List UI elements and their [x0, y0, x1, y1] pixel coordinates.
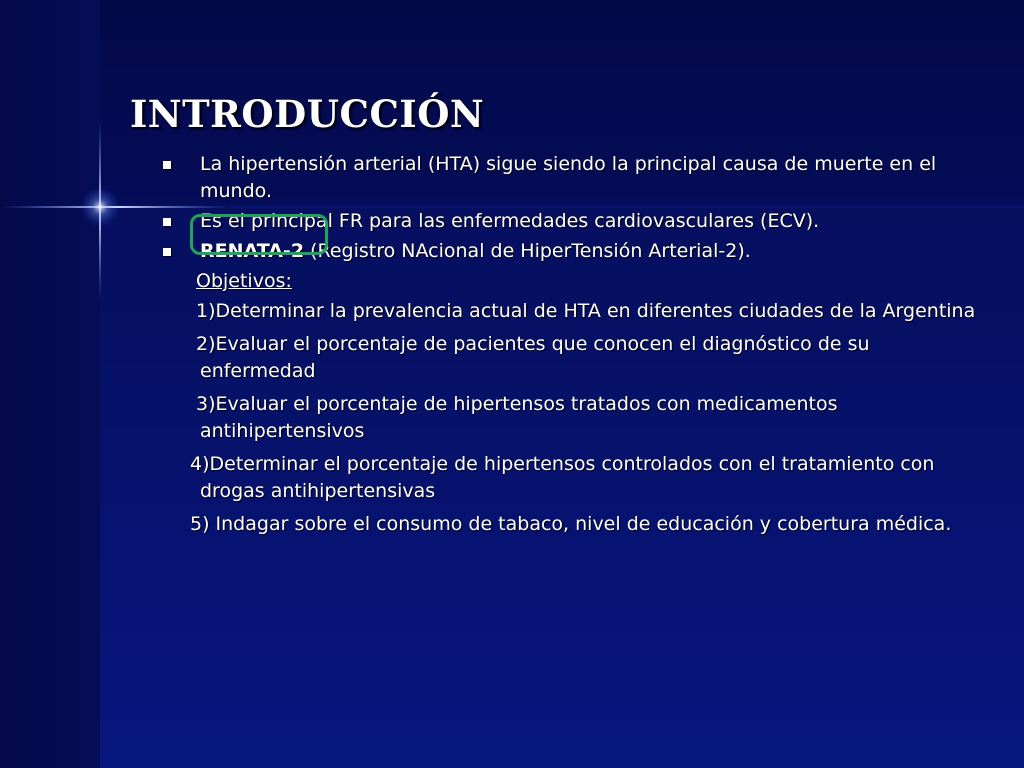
- left-background-band: [0, 0, 100, 768]
- highlight-box: [190, 214, 328, 255]
- bullet-item: [160, 151, 980, 205]
- objective-text: 1)Determinar la prevalencia actual de HTA en diferentes ciudades de la Argentina: [196, 300, 976, 322]
- objective-text: 5) Indagar sobre el consumo de tabaco, nivel de educación y cobertura médica.: [190, 513, 952, 535]
- objective-item: [160, 298, 980, 325]
- square-bullet-icon: [163, 248, 171, 256]
- square-bullet-icon: [163, 218, 171, 226]
- slide-title: INTRODUCCIÓN: [130, 92, 485, 136]
- bullet-text: (Registro NAcional de HiperTensión Arterial-2).: [304, 240, 751, 262]
- objective-text: 3)Evaluar el porcentaje de hipertensos tratados con medicamentos antihipertensivos: [196, 393, 838, 442]
- bullet-text: Es el principal FR para las enfermedades cardiovasculares (ECV).: [200, 210, 820, 232]
- objective-item: [160, 331, 980, 385]
- objective-text: 2)Evaluar el porcentaje de pacientes que conocen el diagnóstico de su enfermedad: [196, 333, 870, 382]
- bullet-bold-text: RENATA-2: [200, 240, 305, 262]
- objectives-heading-text: Objetivos:: [196, 270, 292, 292]
- objectives-heading: [160, 268, 980, 295]
- square-bullet-icon: [163, 161, 171, 169]
- objective-item: [160, 391, 980, 445]
- slide-content: [160, 151, 980, 544]
- objective-item: [160, 451, 980, 505]
- bullet-text: La hipertensión arterial (HTA) sigue siendo la principal causa de muerte en el mundo.: [200, 153, 937, 202]
- objective-item: [160, 511, 980, 538]
- objective-text: 4)Determinar el porcentaje de hipertensos controlados con el tratamiento con drogas antihipertensivas: [190, 453, 935, 502]
